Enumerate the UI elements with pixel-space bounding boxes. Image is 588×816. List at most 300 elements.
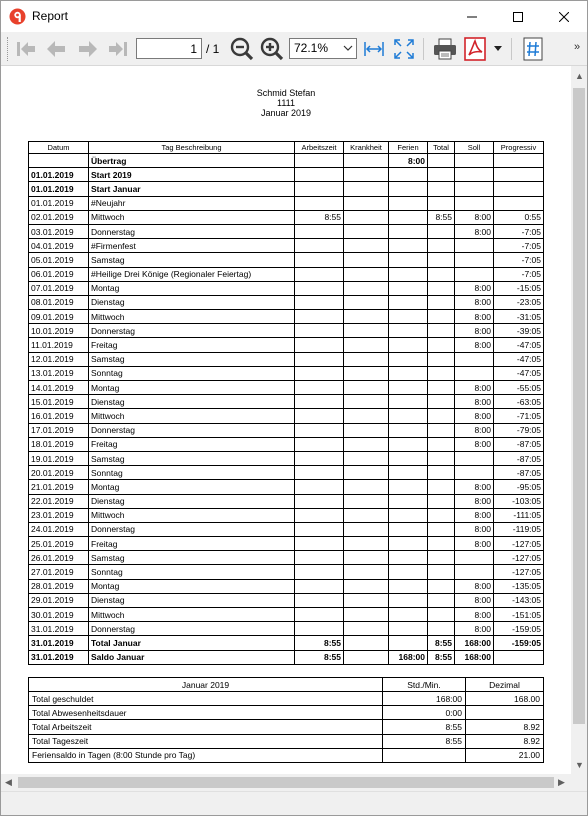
summary-column-header: Dezimal xyxy=(466,678,544,692)
table-row xyxy=(29,210,544,224)
summary-cell: 8.92 xyxy=(466,734,544,748)
next-page-icon xyxy=(77,39,99,59)
table-cell xyxy=(389,224,428,238)
table-cell xyxy=(295,224,344,238)
table-cell xyxy=(428,239,455,253)
table-cell: -39:05 xyxy=(494,324,544,338)
table-cell: 8:00 xyxy=(455,579,494,593)
table-cell: 8:00 xyxy=(455,423,494,437)
table-cell: Donnerstag xyxy=(89,224,295,238)
table-cell xyxy=(344,338,389,352)
table-cell xyxy=(428,267,455,281)
table-cell: 8:00 xyxy=(455,537,494,551)
scroll-up-icon[interactable]: ▲ xyxy=(575,71,584,81)
table-cell xyxy=(29,154,89,168)
table-cell: -151:05 xyxy=(494,608,544,622)
table-cell: -135:05 xyxy=(494,579,544,593)
zoom-out-icon xyxy=(230,37,254,61)
app-logo-icon xyxy=(9,8,26,25)
table-cell xyxy=(344,551,389,565)
table-cell: 8:00 xyxy=(455,608,494,622)
table-row xyxy=(29,537,544,551)
table-cell: 18.01.2019 xyxy=(29,437,89,451)
table-cell: 8:00 xyxy=(455,437,494,451)
summary-row xyxy=(29,706,544,720)
table-cell xyxy=(455,267,494,281)
table-cell xyxy=(428,196,455,210)
last-page-icon xyxy=(107,39,129,59)
zoom-in-icon xyxy=(260,37,284,61)
table-cell: Freitag xyxy=(89,338,295,352)
table-cell xyxy=(455,253,494,267)
table-row xyxy=(29,522,544,536)
summary-table xyxy=(28,677,544,763)
table-cell: 11.01.2019 xyxy=(29,338,89,352)
table-cell xyxy=(389,366,428,380)
table-cell xyxy=(295,381,344,395)
table-cell xyxy=(389,253,428,267)
fit-width-button[interactable] xyxy=(361,36,387,62)
page-total-label: / 1 xyxy=(206,42,220,56)
table-cell: 168:00 xyxy=(389,650,428,664)
table-cell xyxy=(344,352,389,366)
table-cell: 19.01.2019 xyxy=(29,451,89,465)
summary-cell: 8:55 xyxy=(383,734,466,748)
summary-row xyxy=(29,748,544,762)
table-cell xyxy=(428,622,455,636)
table-cell xyxy=(428,522,455,536)
table-cell xyxy=(295,267,344,281)
table-cell: 22.01.2019 xyxy=(29,494,89,508)
table-cell: 8:00 xyxy=(455,508,494,522)
table-cell xyxy=(295,310,344,324)
table-cell xyxy=(428,565,455,579)
table-cell: 8:00 xyxy=(455,622,494,636)
table-cell: Montag xyxy=(89,579,295,593)
table-cell: 29.01.2019 xyxy=(29,593,89,607)
toolbar-grip[interactable] xyxy=(7,37,10,61)
table-cell xyxy=(389,352,428,366)
table-cell xyxy=(428,480,455,494)
table-cell xyxy=(389,423,428,437)
table-cell xyxy=(428,154,455,168)
table-cell xyxy=(389,494,428,508)
table-cell: 8:00 xyxy=(455,224,494,238)
table-cell xyxy=(389,622,428,636)
time-report-table xyxy=(28,141,544,665)
table-cell xyxy=(389,537,428,551)
table-cell: 8:00 xyxy=(455,310,494,324)
table-cell xyxy=(389,338,428,352)
table-row xyxy=(29,366,544,380)
table-cell: 02.01.2019 xyxy=(29,210,89,224)
scroll-left-icon[interactable]: ◀ xyxy=(5,777,12,787)
table-row xyxy=(29,267,544,281)
table-cell: 16.01.2019 xyxy=(29,409,89,423)
table-cell xyxy=(428,395,455,409)
table-row xyxy=(29,636,544,650)
table-cell xyxy=(455,551,494,565)
table-cell: 14.01.2019 xyxy=(29,381,89,395)
table-cell: #Firmenfest xyxy=(89,239,295,253)
horizontal-scroll-thumb[interactable] xyxy=(18,777,554,788)
table-cell: 26.01.2019 xyxy=(29,551,89,565)
page-number-input[interactable] xyxy=(136,38,202,59)
table-cell: -87:05 xyxy=(494,451,544,465)
scroll-down-icon[interactable]: ▼ xyxy=(575,760,584,770)
table-cell: 06.01.2019 xyxy=(29,267,89,281)
table-cell: 31.01.2019 xyxy=(29,650,89,664)
page-setup-button[interactable] xyxy=(520,36,546,62)
summary-cell: 168.00 xyxy=(466,692,544,706)
table-cell xyxy=(428,409,455,423)
table-cell: 31.01.2019 xyxy=(29,636,89,650)
table-cell: #Neujahr xyxy=(89,196,295,210)
close-icon xyxy=(559,12,569,22)
report-period: Januar 2019 xyxy=(260,108,312,118)
pdf-export-button[interactable] xyxy=(462,36,488,62)
table-cell: 168:00 xyxy=(455,650,494,664)
table-cell: -119:05 xyxy=(494,522,544,536)
table-cell xyxy=(344,210,389,224)
table-cell: -31:05 xyxy=(494,310,544,324)
table-cell: 15.01.2019 xyxy=(29,395,89,409)
table-cell xyxy=(344,650,389,664)
table-cell: -95:05 xyxy=(494,480,544,494)
table-cell xyxy=(428,310,455,324)
table-cell: 8:00 xyxy=(455,522,494,536)
table-row xyxy=(29,338,544,352)
pdf-export-icon xyxy=(464,37,486,61)
table-cell xyxy=(428,593,455,607)
table-cell xyxy=(344,636,389,650)
table-cell xyxy=(344,253,389,267)
table-cell: 8:55 xyxy=(428,650,455,664)
zoom-out-button[interactable] xyxy=(229,36,255,62)
table-row xyxy=(29,593,544,607)
print-button[interactable] xyxy=(432,36,458,62)
minimize-button[interactable] xyxy=(449,1,495,32)
table-cell: 20.01.2019 xyxy=(29,466,89,480)
table-cell xyxy=(344,224,389,238)
toolbar-overflow-button[interactable]: » xyxy=(574,41,581,53)
pdf-export-dropdown[interactable] xyxy=(491,36,505,62)
table-cell xyxy=(494,650,544,664)
status-bar xyxy=(1,791,587,815)
table-cell: Dienstag xyxy=(89,295,295,309)
next-page-button[interactable] xyxy=(75,36,101,62)
table-cell xyxy=(344,608,389,622)
close-button[interactable] xyxy=(541,1,587,32)
horizontal-scrollbar[interactable] xyxy=(1,774,571,791)
table-row xyxy=(29,451,544,465)
table-cell: #Heilige Drei Könige (Regionaler Feiertag) xyxy=(89,267,295,281)
table-cell: Dienstag xyxy=(89,494,295,508)
table-cell xyxy=(389,324,428,338)
table-cell: 8:55 xyxy=(295,210,344,224)
table-cell: Mittwoch xyxy=(89,608,295,622)
table-cell xyxy=(295,281,344,295)
table-cell: -127:05 xyxy=(494,537,544,551)
zoom-select[interactable] xyxy=(289,38,357,59)
summary-header-row xyxy=(29,678,544,692)
table-cell: Saldo Januar xyxy=(89,650,295,664)
table-cell xyxy=(428,352,455,366)
table-cell: -71:05 xyxy=(494,409,544,423)
summary-column-header: Januar 2019 xyxy=(29,678,383,692)
table-cell: -15:05 xyxy=(494,281,544,295)
table-cell xyxy=(494,182,544,196)
vertical-scroll-thumb[interactable] xyxy=(573,88,585,724)
table-row xyxy=(29,579,544,593)
table-cell: -7:05 xyxy=(494,267,544,281)
table-cell: 8:00 xyxy=(455,409,494,423)
employee-id: 1111 xyxy=(276,98,296,108)
table-cell: 25.01.2019 xyxy=(29,537,89,551)
table-cell xyxy=(428,324,455,338)
table-cell xyxy=(389,210,428,224)
table-row xyxy=(29,224,544,238)
table-cell xyxy=(344,310,389,324)
table-cell xyxy=(295,239,344,253)
table-cell xyxy=(389,579,428,593)
last-page-button[interactable] xyxy=(105,36,131,62)
table-cell: 31.01.2019 xyxy=(29,622,89,636)
table-cell: Mittwoch xyxy=(89,210,295,224)
table-row xyxy=(29,381,544,395)
column-header: Krankheit xyxy=(344,142,389,154)
table-cell xyxy=(344,579,389,593)
table-cell xyxy=(295,437,344,451)
table-cell: 23.01.2019 xyxy=(29,508,89,522)
title-bar xyxy=(1,1,587,32)
table-cell xyxy=(494,154,544,168)
table-cell: 8:55 xyxy=(295,650,344,664)
table-row xyxy=(29,168,544,182)
table-cell: 30.01.2019 xyxy=(29,608,89,622)
maximize-button[interactable] xyxy=(495,1,541,32)
summary-cell: 168:00 xyxy=(383,692,466,706)
table-row xyxy=(29,281,544,295)
table-cell: 8:00 xyxy=(455,381,494,395)
table-cell xyxy=(295,608,344,622)
report-page xyxy=(1,66,571,774)
table-cell xyxy=(389,522,428,536)
table-cell: Sonntag xyxy=(89,366,295,380)
table-cell xyxy=(295,537,344,551)
print-icon xyxy=(432,37,458,61)
table-cell: Donnerstag xyxy=(89,324,295,338)
table-cell: -159:05 xyxy=(494,622,544,636)
summary-column-header: Std./Min. xyxy=(383,678,466,692)
column-header: Soll xyxy=(455,142,494,154)
table-cell xyxy=(389,508,428,522)
table-cell xyxy=(344,423,389,437)
table-cell: -111:05 xyxy=(494,508,544,522)
table-cell xyxy=(344,593,389,607)
table-cell xyxy=(389,409,428,423)
table-cell xyxy=(455,565,494,579)
vertical-scrollbar[interactable] xyxy=(571,66,587,774)
column-header: Datum xyxy=(29,142,89,154)
table-cell xyxy=(344,565,389,579)
table-cell: Samstag xyxy=(89,253,295,267)
table-cell: -7:05 xyxy=(494,239,544,253)
toolbar-separator xyxy=(423,38,424,60)
table-cell xyxy=(389,281,428,295)
table-cell xyxy=(295,196,344,210)
table-cell xyxy=(389,593,428,607)
table-cell xyxy=(389,636,428,650)
table-cell: 8:00 xyxy=(455,593,494,607)
table-cell xyxy=(344,395,389,409)
table-cell xyxy=(295,338,344,352)
scroll-right-icon[interactable]: ▶ xyxy=(558,777,565,787)
table-cell xyxy=(389,310,428,324)
table-cell: Dienstag xyxy=(89,395,295,409)
table-cell xyxy=(389,239,428,253)
previous-page-button[interactable] xyxy=(43,36,69,62)
table-cell xyxy=(494,196,544,210)
table-row xyxy=(29,154,544,168)
table-cell xyxy=(344,295,389,309)
table-cell: 03.01.2019 xyxy=(29,224,89,238)
table-cell xyxy=(455,239,494,253)
table-cell xyxy=(389,608,428,622)
table-cell xyxy=(295,253,344,267)
table-cell xyxy=(344,381,389,395)
table-cell: Freitag xyxy=(89,537,295,551)
table-cell xyxy=(295,551,344,565)
table-row xyxy=(29,182,544,196)
table-cell xyxy=(344,480,389,494)
table-cell: -47:05 xyxy=(494,338,544,352)
table-cell xyxy=(389,182,428,196)
first-page-button[interactable] xyxy=(13,36,39,62)
table-cell xyxy=(428,537,455,551)
table-cell xyxy=(494,168,544,182)
summary-cell: 0:00 xyxy=(383,706,466,720)
table-header-row xyxy=(29,142,544,154)
employee-name: Schmid Stefan xyxy=(256,88,316,98)
table-row xyxy=(29,409,544,423)
table-cell: -55:05 xyxy=(494,381,544,395)
table-cell xyxy=(344,267,389,281)
table-cell xyxy=(428,182,455,196)
table-cell: Start Januar xyxy=(89,182,295,196)
table-row xyxy=(29,437,544,451)
zoom-value: 72.1% xyxy=(294,41,329,55)
column-header: Progressiv xyxy=(494,142,544,154)
summary-cell: Total Tageszeit xyxy=(29,734,383,748)
table-cell xyxy=(344,537,389,551)
table-cell xyxy=(295,352,344,366)
table-cell: -79:05 xyxy=(494,423,544,437)
table-cell xyxy=(389,267,428,281)
minimize-icon xyxy=(467,12,477,22)
table-cell: 0:55 xyxy=(494,210,544,224)
table-cell xyxy=(344,366,389,380)
table-cell xyxy=(389,480,428,494)
table-cell: -7:05 xyxy=(494,224,544,238)
table-cell: Samstag xyxy=(89,551,295,565)
table-row xyxy=(29,295,544,309)
column-header: Ferien xyxy=(389,142,428,154)
table-cell xyxy=(428,437,455,451)
table-cell xyxy=(389,551,428,565)
table-cell xyxy=(295,522,344,536)
table-cell: 8:55 xyxy=(295,636,344,650)
table-cell xyxy=(389,395,428,409)
table-cell: Dienstag xyxy=(89,593,295,607)
table-cell: Mittwoch xyxy=(89,310,295,324)
table-cell: -63:05 xyxy=(494,395,544,409)
table-cell: 28.01.2019 xyxy=(29,579,89,593)
table-cell: -159:05 xyxy=(494,636,544,650)
table-cell xyxy=(389,168,428,182)
zoom-in-button[interactable] xyxy=(259,36,285,62)
table-cell xyxy=(295,324,344,338)
table-cell xyxy=(455,168,494,182)
summary-cell: 8:55 xyxy=(383,720,466,734)
table-cell: -87:05 xyxy=(494,466,544,480)
caret-down-icon xyxy=(494,46,502,52)
table-cell: Start 2019 xyxy=(89,168,295,182)
table-cell xyxy=(295,409,344,423)
table-cell: -47:05 xyxy=(494,352,544,366)
table-cell: 17.01.2019 xyxy=(29,423,89,437)
summary-cell: Feriensaldo in Tagen (8:00 Stunde pro Tag) xyxy=(29,748,383,762)
table-cell xyxy=(428,423,455,437)
summary-cell xyxy=(383,748,466,762)
table-cell xyxy=(344,196,389,210)
table-cell xyxy=(344,451,389,465)
table-cell xyxy=(389,437,428,451)
table-cell xyxy=(344,281,389,295)
table-cell xyxy=(344,437,389,451)
table-row xyxy=(29,253,544,267)
table-cell xyxy=(295,480,344,494)
summary-cell: 21.00 xyxy=(466,748,544,762)
table-cell: Mittwoch xyxy=(89,409,295,423)
table-cell xyxy=(455,182,494,196)
summary-cell: Total Abwesenheitsdauer xyxy=(29,706,383,720)
table-cell xyxy=(455,352,494,366)
fit-page-button[interactable] xyxy=(391,36,417,62)
table-cell: -47:05 xyxy=(494,366,544,380)
table-cell: 09.01.2019 xyxy=(29,310,89,324)
table-cell: 8:00 xyxy=(455,494,494,508)
table-cell xyxy=(344,622,389,636)
table-row xyxy=(29,395,544,409)
table-row xyxy=(29,239,544,253)
table-cell xyxy=(295,622,344,636)
table-cell: Montag xyxy=(89,480,295,494)
table-row xyxy=(29,551,544,565)
table-cell xyxy=(344,324,389,338)
first-page-icon xyxy=(15,39,37,59)
table-cell: 8:55 xyxy=(428,210,455,224)
table-cell xyxy=(428,494,455,508)
maximize-icon xyxy=(513,12,523,22)
table-row xyxy=(29,480,544,494)
table-cell: -87:05 xyxy=(494,437,544,451)
table-cell xyxy=(295,295,344,309)
table-row xyxy=(29,423,544,437)
table-cell xyxy=(295,182,344,196)
report-viewport xyxy=(1,66,571,774)
summary-row xyxy=(29,692,544,706)
